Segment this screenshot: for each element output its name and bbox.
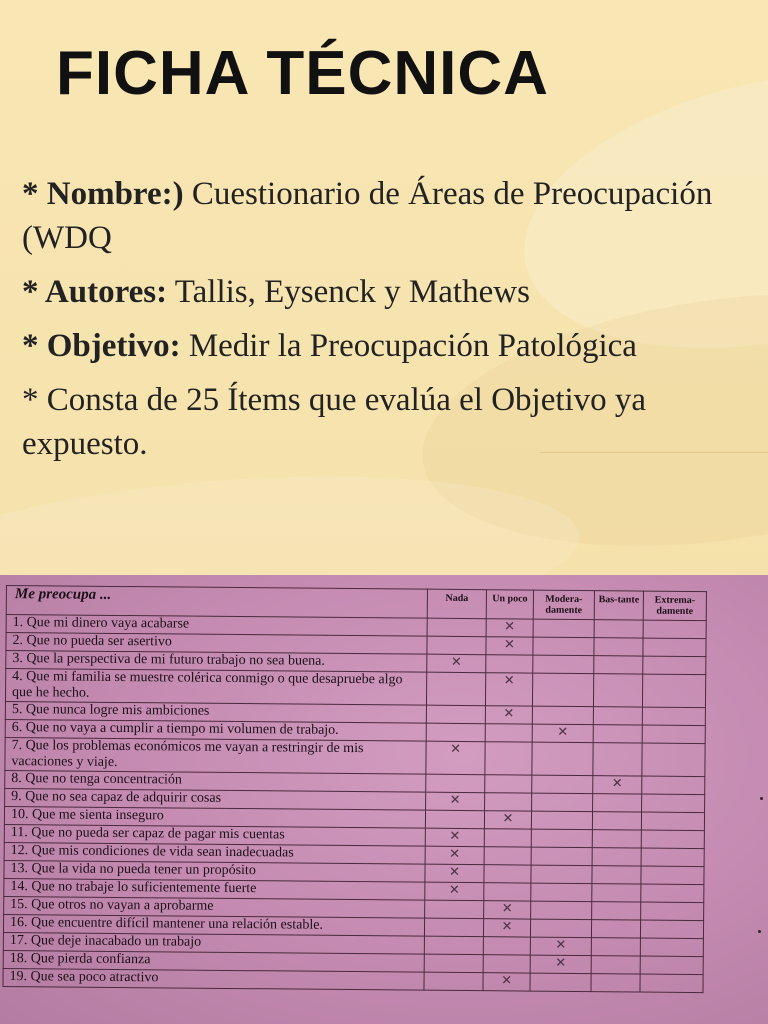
answer-cell	[594, 620, 643, 638]
answer-cell	[641, 830, 704, 849]
answer-mark: ✕	[484, 901, 531, 919]
answer-cell	[426, 672, 485, 706]
answer-cell	[593, 674, 642, 707]
answer-cell	[594, 638, 643, 656]
answer-mark: ✕	[593, 776, 642, 794]
answer-cell	[424, 972, 483, 991]
questionnaire-sheet	[2, 585, 706, 993]
answer-mark: ✕	[484, 811, 531, 829]
answer-mark: ✕	[530, 955, 591, 974]
field-value: Medir la Preocupación Patológica	[180, 328, 637, 364]
answer-cell	[532, 706, 593, 725]
answer-mark: ✕	[485, 673, 532, 706]
answer-mark: ✕	[530, 937, 591, 956]
answer-cell	[643, 620, 706, 639]
paper-speck	[758, 930, 761, 933]
table-row	[5, 737, 705, 776]
answer-cell	[641, 884, 704, 903]
answer-cell	[533, 619, 594, 638]
answer-cell	[592, 830, 641, 848]
answer-cell	[641, 902, 704, 921]
answer-mark: ✕	[425, 864, 484, 883]
field-nombre	[22, 172, 742, 260]
answer-mark: ✕	[485, 706, 532, 724]
item-text: 1. Que mi dinero vaya acabarse	[6, 615, 427, 637]
answer-cell	[426, 705, 485, 724]
column-header: Un poco	[486, 590, 533, 619]
answer-cell	[592, 902, 641, 920]
answer-cell	[642, 743, 705, 777]
item-text: 4. Que mi familia se muestre colérica conmigo o que desapruebe algo que he hecho.	[5, 669, 426, 706]
answer-cell	[530, 919, 591, 938]
answer-cell	[425, 810, 484, 829]
answer-cell	[640, 974, 703, 993]
field-label: * Objetivo:	[22, 328, 181, 364]
answer-mark: ✕	[486, 619, 533, 637]
answer-cell	[531, 883, 592, 902]
answer-mark: ✕	[426, 741, 485, 775]
questionnaire-photo	[0, 575, 768, 1024]
answer-mark: ✕	[483, 973, 530, 991]
answer-cell	[532, 775, 593, 794]
field-objetivo	[22, 324, 742, 368]
answer-cell	[483, 955, 530, 973]
item-text: 12. Que mis condiciones de vida sean inadecuadas	[4, 842, 425, 864]
answer-cell	[427, 618, 486, 637]
field-autores	[22, 270, 742, 314]
item-text: 17. Que deje inacabado un trabajo	[3, 932, 424, 954]
answer-mark: ✕	[425, 828, 484, 847]
answer-cell	[640, 938, 703, 957]
answer-cell	[593, 794, 642, 812]
item-text: 3. Que la perspectiva de mi futuro trabajo no sea buena.	[6, 651, 427, 673]
answer-cell	[643, 656, 706, 675]
item-text: 18. Que pierda confianza	[3, 950, 424, 972]
answer-cell	[425, 900, 484, 919]
answer-cell	[484, 847, 531, 865]
answer-cell	[641, 812, 704, 831]
answer-mark: ✕	[425, 846, 484, 865]
item-text: 13. Que la vida no pueda tener un propósito	[4, 860, 425, 882]
answer-cell	[641, 866, 704, 885]
answer-cell	[640, 956, 703, 975]
answer-cell	[530, 973, 591, 992]
answer-cell	[485, 724, 532, 742]
item-text: 2. Que no pueda ser asertivo	[6, 633, 427, 655]
answer-cell	[591, 956, 640, 974]
answer-cell	[485, 742, 532, 775]
answer-cell	[427, 636, 486, 655]
answer-cell	[642, 794, 705, 813]
answer-cell	[643, 638, 706, 657]
answer-cell	[483, 937, 530, 955]
answer-cell	[484, 883, 531, 901]
answer-cell	[531, 829, 592, 848]
item-text: 19. Que sea poco atractivo	[3, 968, 424, 990]
answer-cell	[641, 848, 704, 867]
item-text: 9. Que no sea capaz de adquirir cosas	[5, 788, 426, 810]
answer-cell	[592, 866, 641, 884]
answer-mark: ✕	[426, 792, 485, 811]
answer-mark: ✕	[486, 637, 533, 655]
field-consta	[22, 378, 742, 466]
answer-cell	[426, 723, 485, 742]
answer-cell	[642, 674, 705, 708]
answer-cell	[531, 847, 592, 866]
field-value: Cuestionario de Áreas de Preocupación (WDQ	[22, 176, 713, 256]
item-text: 15. Que otros no vayan a aprobarme	[4, 896, 425, 918]
answer-cell	[531, 901, 592, 920]
answer-cell	[426, 774, 485, 793]
slide-title: FICHA TÉCNICA	[56, 39, 549, 108]
answer-cell	[591, 974, 640, 992]
answer-cell	[424, 918, 483, 937]
item-text: 11. Que no pueda ser capaz de pagar mis cuentas	[4, 824, 425, 846]
answer-mark: ✕	[483, 919, 530, 937]
answer-cell	[592, 884, 641, 902]
answer-mark: ✕	[425, 882, 484, 901]
answer-cell	[594, 656, 643, 674]
answer-cell	[485, 793, 532, 811]
item-text: 7. Que los problemas económicos me vayan a restringir de mis vacaciones y viaje.	[5, 737, 426, 774]
answer-cell	[533, 655, 594, 674]
answer-cell	[424, 954, 483, 973]
answer-cell	[532, 793, 593, 812]
item-text: 6. Que no vaya a cumplir a tiempo mi volumen de trabajo.	[5, 719, 426, 741]
answer-cell	[642, 776, 705, 795]
answer-cell	[593, 707, 642, 725]
answer-cell	[485, 775, 532, 793]
item-text: 14. Que no trabaje lo suficientemente fuerte	[4, 878, 425, 900]
answer-cell	[592, 812, 641, 830]
answer-cell	[532, 742, 593, 776]
answer-cell	[592, 848, 641, 866]
answer-cell	[533, 637, 594, 656]
field-label: * Autores:	[22, 274, 168, 310]
answer-cell	[424, 936, 483, 955]
answer-cell	[484, 865, 531, 883]
answer-cell	[642, 725, 705, 744]
column-header: Modera-damente	[533, 590, 594, 620]
item-text: 16. Que encuentre difícil mantener una relación estable.	[3, 914, 424, 936]
paper-speck	[760, 797, 763, 800]
column-header: Bas-tante	[594, 591, 643, 620]
field-label: * Nombre:)	[22, 176, 184, 212]
answer-cell	[531, 811, 592, 830]
answer-cell	[531, 865, 592, 884]
answer-cell	[486, 655, 533, 673]
answer-cell	[593, 743, 642, 776]
item-text: 10. Que me sienta inseguro	[4, 806, 425, 828]
answer-cell	[640, 920, 703, 939]
column-header: Extrema-damente	[643, 591, 706, 621]
answer-cell	[591, 920, 640, 938]
field-list	[22, 172, 742, 476]
item-text: 8. Que no tenga concentración	[5, 770, 426, 792]
field-value: * Consta de 25 Ítems que evalúa el Objetivo ya expuesto.	[22, 382, 647, 462]
answer-cell	[532, 673, 593, 707]
answer-cell	[642, 707, 705, 726]
column-header-prompt: Me preocupa ...	[6, 586, 427, 619]
questionnaire-table	[2, 585, 706, 993]
table-body	[3, 615, 706, 993]
answer-cell	[484, 829, 531, 847]
answer-cell	[591, 938, 640, 956]
answer-mark: ✕	[532, 724, 593, 743]
item-text: 5. Que nunca logre mis ambiciones	[5, 701, 426, 723]
answer-mark: ✕	[427, 654, 486, 673]
answer-cell	[593, 725, 642, 743]
field-value: Tallis, Eysenck y Mathews	[167, 274, 530, 310]
column-header: Nada	[427, 589, 486, 619]
